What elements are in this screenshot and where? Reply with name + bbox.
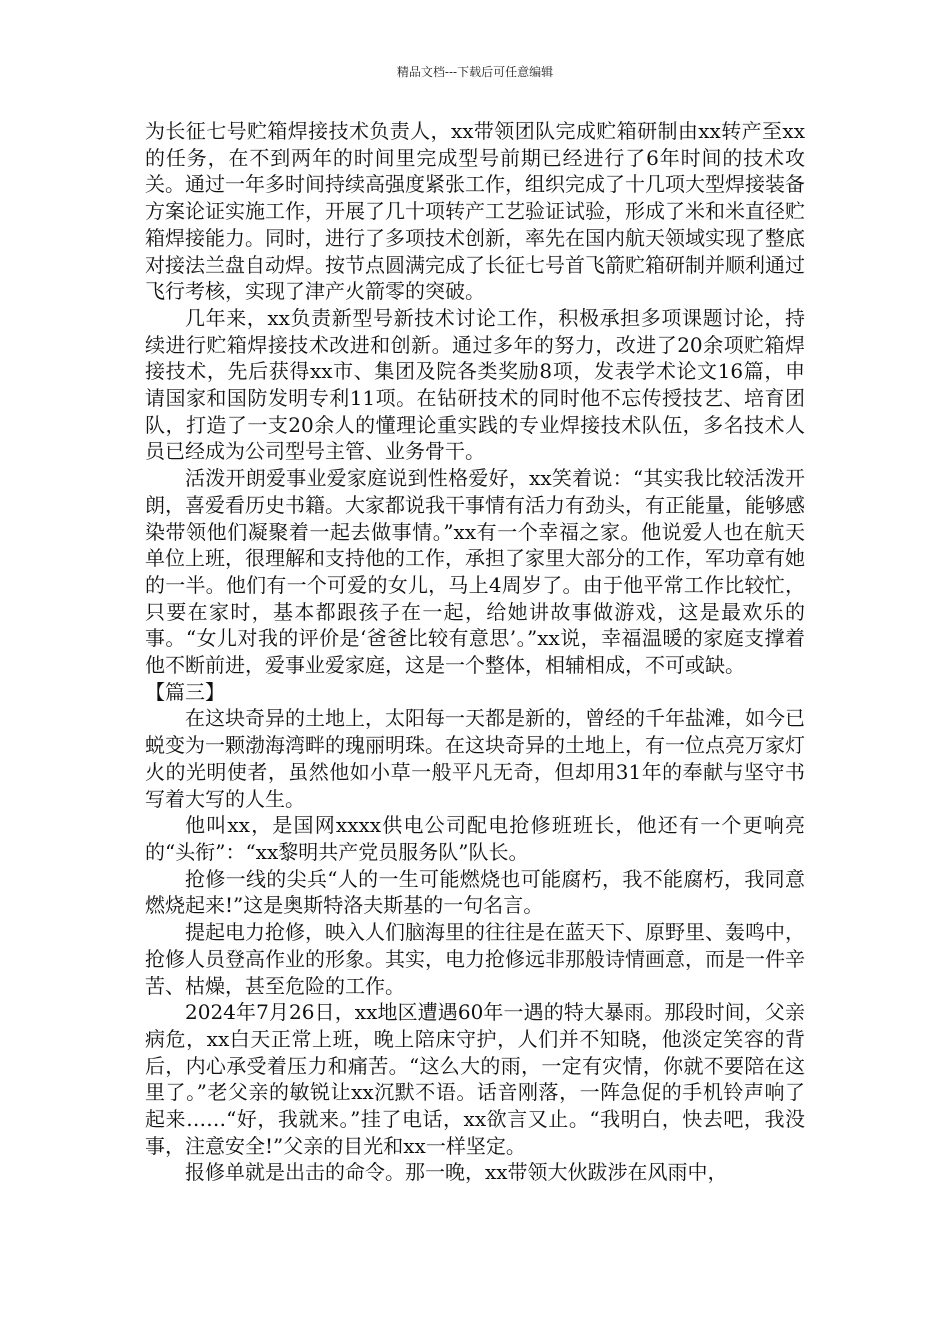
paragraph: 提起电力抢修，映入人们脑海里的往往是在蓝天下、原野里、轰鸣中，抢修人员登高作业的形象。其实，电力抢修远非那般诗情画意，而是一件辛苦、枯燥，甚至危险的工作。	[145, 920, 805, 998]
paragraph: 2024年7月26日，xx地区遭遇60年一遇的特大暴雨。那段时间，父亲病危，xx白天正常上班，晚上陪床守护，人们并不知晓，他淡定笑容的背后，内心承受着压力和痛苦。“这么大的雨，一定有灾情，你就不要陪在这里了。”老父亲的敏锐让xx沉默不语。话音刚落，一阵急促的手机铃声响了起来……“好，我就来。”挂了电话，xx欲言又止。“我明白，快去吧，我没事，注意安全!”父亲的目光和xx一样坚定。	[145, 1000, 805, 1158]
paragraph: 为长征七号贮箱焊接技术负责人，xx带领团队完成贮箱研制由xx转产至xx的任务，在不到两年的时间里完成型号前期已经进行了6年时间的技术攻关。通过一年多时间持续高强度紧张工作，组织完成了十几项大型焊接装备方案论证实施工作，开展了几十项转产工艺验证试验，形成了米和米直径贮箱焊接能力。同时，进行了多项技术创新，率先在国内航天领域实现了整底对接法兰盘自动焊。按节点圆满完成了长征七号首飞箭贮箱研制并顺利通过飞行考核，实现了津产火箭零的突破。	[145, 119, 805, 304]
paragraph: 在这块奇异的土地上，太阳每一天都是新的，曾经的千年盐滩，如今已蜕变为一颗渤海湾畔的瑰丽明珠。在这块奇异的土地上，有一位点亮万家灯火的光明使者，虽然他如小草一般平凡无奇，但却用31年的奉献与坚守书写着大写的人生。	[145, 706, 805, 811]
paragraph: 几年来，xx负责新型号新技术讨论工作，积极承担多项课题讨论，持续进行贮箱焊接技术改进和创新。通过多年的努力，改进了20余项贮箱焊接技术，先后获得xx市、集团及院各类奖励8项，发表学术论文16篇，申请国家和国防发明专利11项。在钻研技术的同时他不忘传授技艺、培育团队，打造了一支20余人的懂理论重实践的专业焊接技术队伍，多名技术人员已经成为公司型号主管、业务骨干。	[145, 305, 805, 464]
section-heading: 【篇三】	[145, 679, 225, 704]
page-header: 精品文档---下载后可任意编辑	[396, 65, 554, 79]
paragraph: 报修单就是出击的命令。那一晚，xx带领大伙跋涉在风雨中，	[185, 1160, 728, 1185]
document-body	[145, 118, 805, 1186]
paragraph: 他叫xx，是国网xxxx供电公司配电抢修班班长，他还有一个更响亮的“头衔”：“xx黎明共产党员服务队”队长。	[145, 813, 805, 864]
paragraph: 抢修一线的尖兵“人的一生可能燃烧也可能腐朽，我不能腐朽，我同意燃烧起来!”这是奥斯特洛夫斯基的一句名言。	[145, 866, 805, 918]
paragraph: 活泼开朗爱事业爱家庭说到性格爱好，xx笑着说：“其实我比较活泼开朗，喜爱看历史书籍。大家都说我干事情有活力有劲头，有正能量，能够感染带领他们凝聚着一起去做事情。”xx有一个幸福之家。他说爱人也在航天单位上班，很理解和支持他的工作，承担了家里大部分的工作，军功章有她的一半。他们有一个可爱的女儿，马上4周岁了。由于他平常工作比较忙，只要在家时，基本都跟孩子在一起，给她讲故事做游戏，这是最欢乐的事。“女儿对我的评价是‘爸爸比较有意思’。”xx说，幸福温暖的家庭支撑着他不断前进，爱事业爱家庭，这是一个整体，相辅相成，不可或缺。	[145, 466, 805, 678]
